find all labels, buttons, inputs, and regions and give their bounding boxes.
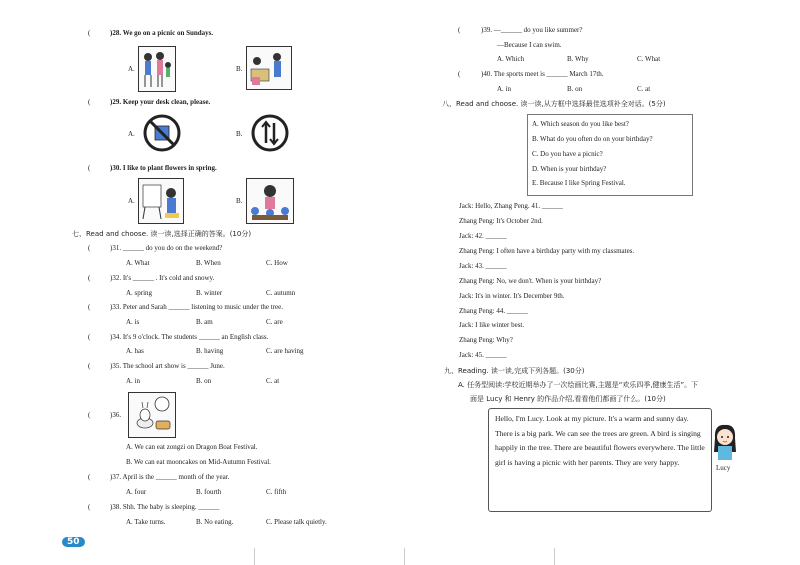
family-at-home-picture [246,46,292,90]
dialog-line: Zhang Peng: Why? [459,336,513,344]
q37-paren: ( [88,473,91,481]
q30-option-a-label: A. [128,197,135,205]
fold-line [554,548,555,565]
q40-option-c[interactable]: C. at [637,85,651,93]
choice-b: B. What do you often do on your birthday? [532,135,653,143]
q36-text: )36. [110,411,122,419]
section-9-heading: 九、Reading. 读一读,完成下列各题。(30分) [444,367,585,375]
dialog-line: Jack: 43. ______ [459,262,507,270]
q36-option-b[interactable]: B. We can eat mooncakes on Mid-Autumn Festival. [126,458,271,466]
dialog-line: Jack: I like winter best. [459,321,525,329]
q28-paren: ( [88,29,91,37]
q39-option-b[interactable]: B. Why [567,55,589,63]
q29-paren: ( [88,98,91,106]
q28-text: )28. We go on a picnic on Sundays. [110,29,214,37]
q40-option-a[interactable]: A. in [497,85,511,93]
dialog-line: Jack: 45. ______ [459,351,507,359]
fold-line [404,548,405,565]
q33-paren: ( [88,303,91,311]
q38-option-c[interactable]: C. Please talk quietly. [266,518,327,526]
page-number: 50 [62,537,85,547]
family-picnic-picture [138,46,176,92]
lucy-avatar [708,422,742,462]
section-7-heading: 七、Read and choose. 读一读,选择正确的答案。(10分) [72,230,252,238]
q29-option-a-label: A. [128,130,135,138]
q30-option-b-label: B. [236,197,243,205]
choice-a: A. Which season do you like best? [532,120,629,128]
dialog-line: Zhang Peng: 44. ______ [459,307,528,315]
q35-text: )35. The school art show is ______ June. [110,362,225,370]
q35-option-a[interactable]: A. in [126,377,140,385]
q38-text: )38. Shh. The baby is sleeping. ______ [110,503,220,511]
choice-e: E. Because I like Spring Festival. [532,179,626,187]
q28-option-b-label: B. [236,65,243,73]
q38-option-a[interactable]: A. Take turns. [126,518,166,526]
q34-option-a[interactable]: A. has [126,347,144,355]
q33-option-a[interactable]: A. is [126,318,140,326]
q40-text: )40. The sports meet is ______ March 17th. [481,70,604,78]
girl-painting-picture [138,178,184,224]
dialog-line: Zhang Peng: I often have a birthday party with my classmates. [459,247,635,255]
mooncake-picture [128,392,176,438]
q31-text: )31. ______ do you do on the weekend? [110,244,223,252]
q32-option-a[interactable]: A. spring [126,289,153,297]
q39-option-a[interactable]: A. Which [497,55,525,63]
keep-right-sign-icon [250,113,290,153]
q32-text: )32. It's ______ . It's cold and snowy. [110,274,215,282]
girl-with-flowers-picture [246,178,294,224]
q34-paren: ( [88,333,91,341]
section-8-heading: 八、Read and choose. 读一读,从方框中选择最佳选项补全对话。(5分) [442,100,666,108]
lucy-avatar-label: Lucy [716,464,731,472]
q32-paren: ( [88,274,91,282]
q31-option-b[interactable]: B. When [196,259,221,267]
q39-paren: ( [458,26,461,34]
task-instruction: 面是 Lucy 和 Henry 的作品介绍,看看他们都画了什么。(10分) [470,395,666,403]
q39-response: —Because I can swim. [497,41,562,49]
q30-paren: ( [88,164,91,172]
q37-text: )37. April is the ______ month of the year. [110,473,230,481]
q40-paren: ( [458,70,461,78]
q36-paren: ( [88,411,91,419]
q28-option-a-label: A. [128,65,135,73]
q37-option-b[interactable]: B. fourth [196,488,222,496]
dialog-line: Jack: 42. ______ [459,232,507,240]
q34-text: )34. It's 9 o'clock. The students ______ an English class. [110,333,269,341]
dialog-line: Zhang Peng: No, we don't. When is your birthday? [459,277,602,285]
dialog-line: Zhang Peng: It's October 2nd. [459,217,543,225]
choice-d: D. When is your birthday? [532,165,607,173]
dialog-line: Jack: It's in winter. It's December 9th. [459,292,565,300]
q39-text: )39. —______ do you like summer? [481,26,583,34]
q29-option-b-label: B. [236,130,243,138]
q35-option-c[interactable]: C. at [266,377,280,385]
q35-option-b[interactable]: B. on [196,377,212,385]
q31-option-a[interactable]: A. What [126,259,150,267]
q31-paren: ( [88,244,91,252]
q33-option-b[interactable]: B. am [196,318,213,326]
q31-option-c[interactable]: C. How [266,259,288,267]
q38-paren: ( [88,503,91,511]
q33-text: )33. Peter and Sarah ______ listening to music under the tree. [110,303,284,311]
q40-option-b[interactable]: B. on [567,85,583,93]
q36-option-a[interactable]: A. We can eat zongzi on Dragon Boat Festival. [126,443,258,451]
no-drinking-sign-icon [142,113,182,153]
q32-option-c[interactable]: C. autumn [266,289,296,297]
lucy-passage: Hello, I'm Lucy. Look at my picture. It's a warm and sunny day. There is a big park. We can see the trees are green. A bird is singing happily in the tree. There are beautiful flowers everywhere. The little girl is having a picnic with her parents. They are very happy. [488,408,712,512]
choice-c: C. Do you have a picnic? [532,150,603,158]
q29-text: )29. Keep your desk clean, please. [110,98,211,106]
q39-option-c[interactable]: C. What [637,55,661,63]
q37-option-c[interactable]: C. fifth [266,488,287,496]
q38-option-b[interactable]: B. No eating. [196,518,234,526]
q34-option-b[interactable]: B. having [196,347,224,355]
task-instruction: A. 任务型阅读:学校近期举办了一次绘画比赛,主题是“欢乐四季,健康生活”。下 [458,381,699,389]
q33-option-c[interactable]: C. are [266,318,283,326]
q30-text: )30. I like to plant flowers in spring. [110,164,217,172]
q35-paren: ( [88,362,91,370]
q34-option-c[interactable]: C. are having [266,347,304,355]
fold-line [254,548,255,565]
q37-option-a[interactable]: A. four [126,488,147,496]
dialog-line: Jack: Hello, Zhang Peng. 41. ______ [459,202,563,210]
q32-option-b[interactable]: B. winter [196,289,223,297]
